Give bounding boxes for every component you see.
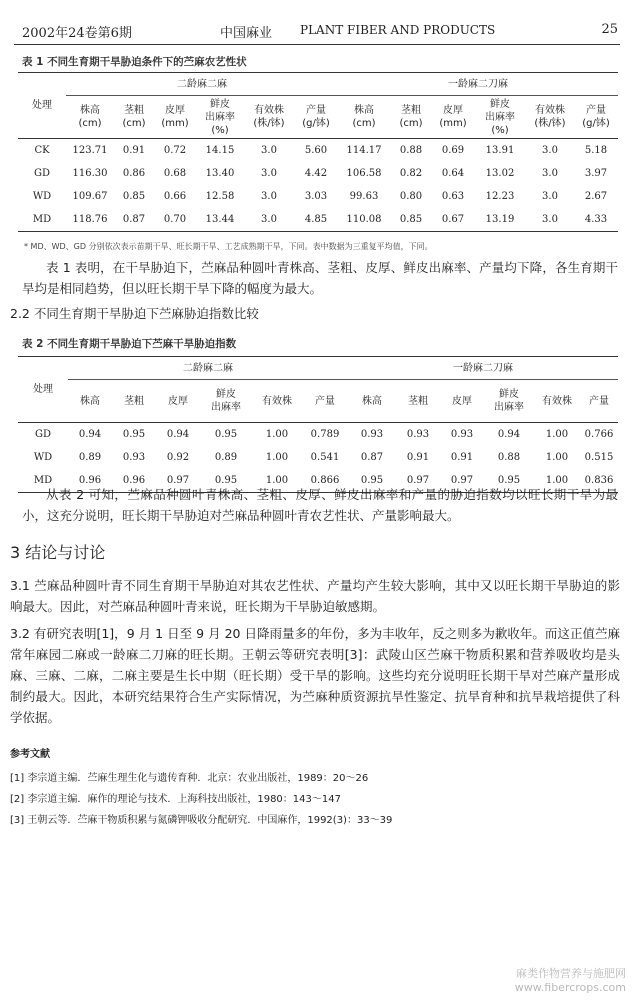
row-label: MD (33, 475, 53, 486)
table-cell: 13.19 (485, 214, 515, 225)
table-cell: 109.67 (72, 191, 108, 202)
table-cell: 0.93 (122, 452, 146, 463)
table1-group2: 一龄麻二刀麻 (338, 73, 618, 96)
section-3-heading: 3 结论与讨论 (10, 543, 106, 562)
table2-column-header: 产量 (302, 380, 348, 423)
table-cell: 114.17 (346, 145, 382, 156)
table-row (18, 208, 618, 232)
table2-column-header: 鲜皮 出麻率 (484, 380, 534, 423)
table-cell: 3.0 (261, 191, 277, 202)
table-cell: 123.71 (72, 145, 108, 156)
table-cell: 0.93 (450, 429, 474, 440)
table-cell: 0.97 (406, 475, 430, 486)
journal-en: PLANT FIBER AND PRODUCTS (300, 23, 496, 37)
table-cell: 0.89 (214, 452, 238, 463)
table-row (18, 162, 618, 185)
references-title: 参考文献 (10, 749, 50, 760)
table-cell: 13.02 (485, 168, 515, 179)
table-cell: 12.58 (205, 191, 235, 202)
table-cell: 118.76 (72, 214, 108, 225)
header-rule (14, 44, 620, 45)
row-label: GD (34, 429, 51, 440)
table-cell: 1.00 (265, 475, 289, 486)
table-cell: 13.91 (485, 145, 515, 156)
table-cell: 0.88 (399, 145, 423, 156)
table-cell: 0.95 (214, 429, 238, 440)
table-cell: 0.70 (163, 214, 187, 225)
table2-column-header: 株高 (348, 380, 396, 423)
reference-item: [3] 王朝云等．苎麻干物质积累与氮磷钾吸收分配研究．中国麻作，1992(3)：33～39 (10, 815, 393, 826)
issue-label: 2002年24卷第6期 (22, 26, 132, 41)
references-list (10, 768, 620, 831)
table-cell: 3.0 (542, 214, 558, 225)
table-cell: 3.03 (304, 191, 328, 202)
table-cell: 0.91 (406, 452, 430, 463)
table-cell: 0.93 (406, 429, 430, 440)
table2-column-header: 产量 (580, 380, 618, 423)
table1-column-header: 茎粗 (cm) (390, 96, 432, 139)
table-cell: 0.96 (122, 475, 146, 486)
paragraph-3-1: 3.1 苎麻品种圆叶青不同生育期干旱胁迫对其农艺性状、产量均产生较大影响，其中又以旺长期干旱胁迫的影响最大。因此，对苎麻品种圆叶青来说，旺长期为干旱胁迫敏感期。 (10, 578, 620, 614)
table-cell: 3.0 (542, 145, 558, 156)
table2-column-header: 皮厚 (156, 380, 200, 423)
table-cell: 0.95 (214, 475, 238, 486)
table1-caption: 表 1 不同生育期干旱胁迫条件下的苎麻农艺性状 (22, 56, 247, 68)
watermark-line-2: www.fibercrops.com (514, 981, 626, 994)
table-cell: 0.85 (122, 191, 146, 202)
table-cell: 0.95 (497, 475, 521, 486)
table1-column-header: 皮厚 (mm) (154, 96, 196, 139)
row-label: GD (33, 168, 50, 179)
table-cell: 0.91 (450, 452, 474, 463)
table2-column-header: 茎粗 (396, 380, 440, 423)
table-cell: 0.88 (497, 452, 521, 463)
table-cell: 1.00 (265, 429, 289, 440)
table-cell: 0.866 (310, 475, 340, 486)
table1-column-header: 皮厚 (mm) (432, 96, 474, 139)
table-cell: 0.80 (399, 191, 423, 202)
table-cell: 0.89 (78, 452, 102, 463)
row-label: WD (33, 452, 53, 463)
table-cell: 0.95 (122, 429, 146, 440)
table2-caption: 表 2 不同生育期干旱胁迫下苎麻干旱胁迫指数 (22, 338, 237, 350)
table-cell: 1.00 (545, 452, 569, 463)
table1-note: * MD、WD、GD 分别依次表示苗期干旱、旺长期干旱、工艺成熟期干旱，下同。表中数据为三重复平均值，下同。 (24, 242, 433, 251)
table-cell: 0.766 (584, 429, 614, 440)
table-cell: 0.68 (163, 168, 187, 179)
table-cell: 106.58 (346, 168, 382, 179)
paragraph-table1: 表 1 表明，在干旱胁迫下，苎麻品种圆叶青株高、茎粗、皮厚、鲜皮出麻率、产量均下降，各生育期干旱均是相同趋势，但以旺长期干旱下降的幅度为最大。 (22, 260, 618, 296)
table2-column-header: 有效株 (534, 380, 580, 423)
table-cell: 0.69 (441, 145, 465, 156)
table2-column-header: 鲜皮 出麻率 (200, 380, 252, 423)
table-cell: 0.85 (399, 214, 423, 225)
table-cell: 2.67 (584, 191, 608, 202)
table-cell: 0.87 (360, 452, 384, 463)
table-cell: 0.836 (584, 475, 614, 486)
table-cell: 1.00 (545, 475, 569, 486)
table-cell: 0.97 (450, 475, 474, 486)
table1-column-header: 茎粗 (cm) (114, 96, 154, 139)
row-label: WD (32, 191, 52, 202)
paragraph-3-2: 3.2 有研究表明[1]，9 月 1 日至 9 月 20 日降雨量多的年份，多为丰收年，反之则多为歉收年。而这正值苎麻常年麻园二麻或一龄麻二刀麻的旺长期。王朝云等研究表明[3]：武陵山区苎麻干物质积累和营养吸收均是头麻、三麻、二麻，二麻主要是生长中期（旺长期）受干旱的影响。这些均充分说明旺长期干旱对苎麻产量形成制约最大。因此，本研究结果符合生产实际情况，为苎麻种质资源抗旱性鉴定、抗旱育种和抗旱栽培提供了科学依据。 (10, 626, 620, 725)
table-row (18, 423, 618, 447)
table-cell: 0.515 (584, 452, 614, 463)
table-cell: 5.18 (584, 145, 608, 156)
table1-column-header: 有效株 (株/钵) (244, 96, 294, 139)
table-cell: 3.0 (261, 214, 277, 225)
table-row (18, 185, 618, 208)
table1-column-header: 产量 (g/钵) (574, 96, 618, 139)
table-cell: 0.94 (78, 429, 102, 440)
table2 (18, 356, 618, 493)
running-header (22, 22, 618, 42)
table-cell: 0.86 (122, 168, 146, 179)
table-cell: 0.789 (310, 429, 340, 440)
table-cell: 5.60 (304, 145, 328, 156)
table-cell: 0.97 (166, 475, 190, 486)
watermark-line-1: 麻类作物营养与施肥网 (516, 967, 626, 980)
table-cell: 110.08 (346, 214, 382, 225)
table2-row-head: 处理 (18, 357, 68, 423)
table-cell: 4.42 (304, 168, 328, 179)
table2-column-header: 皮厚 (440, 380, 484, 423)
paragraph-table2: 从表 2 可知，苎麻品种圆叶青株高、茎粗、皮厚、鲜皮出麻率和产量的胁迫指数均以旺长期干旱为最小，这充分说明，旺长期干旱胁迫对苎麻品种圆叶青农艺性状、产量影响最大。 (22, 487, 618, 523)
table-cell: 116.30 (72, 168, 108, 179)
table-cell: 0.92 (166, 452, 190, 463)
table-cell: 1.00 (265, 452, 289, 463)
journal-cn: 中国麻业 (220, 26, 273, 41)
section-2-2-heading: 2.2 不同生育期干旱胁迫下苎麻胁迫指数比较 (10, 306, 259, 321)
watermark (515, 965, 626, 994)
table-cell: 0.66 (163, 191, 187, 202)
table1-column-header: 产量 (g/钵) (294, 96, 338, 139)
row-label: MD (32, 214, 52, 225)
table-cell: 13.44 (205, 214, 235, 225)
table2-column-header: 茎粗 (112, 380, 156, 423)
table-cell: 0.72 (163, 145, 187, 156)
table-cell: 1.00 (545, 429, 569, 440)
table1-row-head: 处理 (18, 73, 66, 139)
table-row (18, 139, 618, 163)
table1 (18, 72, 618, 232)
table-cell: 0.96 (78, 475, 102, 486)
table2-group1: 二龄麻二麻 (68, 357, 348, 380)
table-cell: 0.93 (360, 429, 384, 440)
row-label: CK (34, 145, 50, 156)
table-cell: 0.63 (441, 191, 465, 202)
table1-group1: 二龄麻二麻 (66, 73, 338, 96)
table-cell: 4.33 (584, 214, 608, 225)
table-cell: 0.541 (310, 452, 340, 463)
reference-item: [1] 李宗道主编．苎麻生理生化与遗传育种．北京：农业出版社，1989：20～26 (10, 773, 369, 784)
table1-column-header: 株高 (cm) (66, 96, 114, 139)
table-cell: 0.64 (441, 168, 465, 179)
table-cell: 3.0 (542, 191, 558, 202)
table-cell: 4.85 (304, 214, 328, 225)
table-cell: 3.97 (584, 168, 608, 179)
table-cell: 0.67 (441, 214, 465, 225)
table-cell: 0.94 (166, 429, 190, 440)
table-cell: 0.87 (122, 214, 146, 225)
table-cell: 0.95 (360, 475, 384, 486)
table2-column-header: 株高 (68, 380, 112, 423)
table-cell: 12.23 (485, 191, 515, 202)
table-cell: 3.0 (542, 168, 558, 179)
table-cell: 0.82 (399, 168, 423, 179)
table1-column-header: 株高 (cm) (338, 96, 390, 139)
table-cell: 14.15 (205, 145, 235, 156)
table-cell: 0.91 (122, 145, 146, 156)
table-cell: 3.0 (261, 168, 277, 179)
table2-group2: 一龄麻二刀麻 (348, 357, 618, 380)
page-number: 25 (601, 22, 618, 37)
table1-column-header: 鲜皮 出麻率 (%) (474, 96, 526, 139)
reference-item: [2] 李宗道主编．麻作的理论与技术．上海科技出版社，1980：143～147 (10, 794, 341, 805)
table-cell: 0.94 (497, 429, 521, 440)
table2-column-header: 有效株 (252, 380, 302, 423)
table-row (18, 446, 618, 469)
table-cell: 99.63 (349, 191, 379, 202)
table1-column-header: 有效株 (株/钵) (526, 96, 574, 139)
table-cell: 13.40 (205, 168, 235, 179)
table1-column-header: 鲜皮 出麻率 (%) (196, 96, 244, 139)
table-cell: 3.0 (261, 145, 277, 156)
